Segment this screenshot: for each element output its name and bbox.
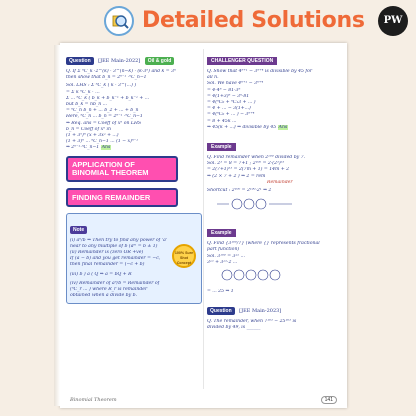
note-line: (iv) Remainder of aⁿ/b = Remainder of <box>70 280 160 286</box>
q-line: then show that b_n = 2ⁿ⁻¹ ·ⁿC_n−1 <box>66 75 147 81</box>
ex1-line: = 2(7+1)³³ = 2(7m + 1) = 14m + 2 <box>207 167 290 173</box>
sol-final: ⇒ 2ⁿ⁻¹·ⁿC_n−1 <box>66 145 100 151</box>
sure-shot-badge: 100% Sure Shot Concept <box>172 244 196 268</box>
answer-highlight: Ans <box>101 145 111 151</box>
question-badge: Oil & gold <box>145 57 175 65</box>
question-tag: Question <box>207 307 235 315</box>
note-line: (i) aⁿ/b ⇒ Then try to find any power of 'a' <box>70 237 168 243</box>
question-body <box>66 69 202 81</box>
cq-sol-line: Sol. We have 4ⁿ⁺¹ − 3ⁿ⁺⁴ <box>207 81 264 87</box>
section-title-application: APPLICATION OF BINOMIAL THEOREM <box>66 156 178 182</box>
pw-logo: PW <box>378 6 408 36</box>
ex2-line: = ... 25 ⇒ 1 <box>207 289 234 295</box>
book-page <box>60 43 347 408</box>
ex1-line: ⇒ (2 × 7 + 2 ) ⇒ 2 = rem <box>207 173 266 179</box>
section-title-remainder: FINDING REMAINDER <box>66 188 178 207</box>
sol-line: but b_k = nb_n ... <box>66 102 107 108</box>
note-tag: Note <box>70 226 87 234</box>
challenger-question-tag: CHALLENGER QUESTION <box>207 57 277 65</box>
shortcut-line: Shortcut : 2¹⁰⁰ = 2¹⁰⁰·2¹ ⇒ 2 <box>207 188 272 194</box>
question-source: [JEE Main-2022] <box>98 58 141 64</box>
cq-sol-line: = 4(1+3)ⁿ − 3ⁿ·81 <box>207 93 250 99</box>
ex2-line: Sol. 3¹⁰⁰ = 3²⁵ ... <box>207 253 245 259</box>
note-line: then final remainder = (−c + b) <box>70 262 145 268</box>
shortcut-sketch <box>207 194 337 214</box>
challenger-solution <box>207 81 341 131</box>
sol-line: (1 + 3)ⁿ ... ⁿC_n−1 ... (1 − x)ⁿ⁻¹ <box>66 139 139 145</box>
sol-line: Σ ... ⁿC_k ( b_k + b_k⁻¹ + b_k⁻² + … <box>66 95 150 101</box>
q-line: Q. If Σ ⁿC_k ·2^(k) · 3^(n−k) · (k·3ⁿ) and k = 3ⁿ <box>66 69 176 74</box>
sol-line: ⇒ Req. ans = Coeff of xⁿ on LHS <box>66 120 142 126</box>
sketch-circle <box>246 270 256 280</box>
sketch-circle <box>256 199 266 209</box>
sketch-circle <box>244 199 254 209</box>
cq-sol-line: = 4(ⁿC₀ + ... ) − 3ⁿ⁺⁴ <box>207 112 255 118</box>
sketch-circle <box>232 199 242 209</box>
example-2 <box>207 221 341 295</box>
q2-line: divided by 49, is ______ <box>207 325 261 331</box>
note-line: obtained when a divide by b. <box>70 293 138 299</box>
right-column <box>207 49 341 332</box>
note-line: (ii) Remainder is (zero OR +ve) <box>70 250 144 256</box>
sol-line: Sol. LHS : Σ ⁿC_k ( k · 3^(…) ) <box>66 83 137 89</box>
page-title: Detailed Solutions <box>142 8 365 33</box>
cq-sol-line <box>207 125 341 131</box>
sketch-circle <box>270 270 280 280</box>
question-2 <box>207 299 341 331</box>
sketch-circle <box>234 270 244 280</box>
ex2-line: part function) <box>207 247 240 253</box>
cq-line: Q. Show that 4ⁿ⁺¹ − 3ⁿ⁺⁴ is divisible by 45 for <box>207 69 313 74</box>
sketch-circle <box>222 270 232 280</box>
column-divider <box>203 49 204 389</box>
q2-line: Q. The remainder, when 7¹⁰³ − 25¹⁰³ is <box>207 319 297 325</box>
sol-line: (1 + 3ˣ)ⁿ (x + 3x² + ...) <box>66 133 119 139</box>
cq-sol-line: = 4 + ... − 3(1+...) <box>207 106 251 112</box>
header <box>0 0 416 42</box>
sol-line: = Σ k ⁿC_k · … <box>66 89 100 95</box>
sketch-circle <box>258 270 268 280</box>
answer-highlight: Ans <box>278 124 288 130</box>
ex2-line: 3²⁵ + 3²⁵·2 ... <box>207 259 238 265</box>
cq-sol-line: = 4(ⁿC₀ + ⁿC₁3 + ... ) <box>207 100 256 106</box>
cq-sol-line: = 8 + 45k ... <box>207 118 237 124</box>
question-tag: Question <box>66 57 94 65</box>
cq-sol-line: = 4·4ⁿ − 81·3ⁿ <box>207 87 241 93</box>
example-tag: Example <box>207 143 236 151</box>
ex1-line: Sol. 2³ = 8 = 7+1 ; 2¹⁰⁰ = 2·(2³)³³ <box>207 161 285 167</box>
note-line: (ⁿC_r ... ) where R_r is remainder <box>70 287 148 293</box>
note-line: (iii) b ) a ( Q ⇒ a = bQ + R <box>70 271 132 277</box>
chapter-footer: Binomial Theorem <box>70 397 117 403</box>
magnifier-book-icon <box>104 6 134 36</box>
sol-line <box>66 145 202 151</box>
ex1-remainder-label: Remainder <box>267 179 293 185</box>
question-source: [JEE Main-2023] <box>239 308 282 315</box>
cq-final: ⇒ 45(k + ...) ⇒ divisible by 45 <box>207 124 277 130</box>
example-1 <box>207 135 341 219</box>
solution-body <box>66 83 202 151</box>
sol-line: b_n = Coeff of xⁿ in <box>66 126 111 132</box>
sol-line: Here, ⁿC_n ... b_n = 2ⁿ⁻¹ ·ⁿC_n−1 <box>66 114 143 120</box>
cq-line: all n. <box>207 75 219 81</box>
note-line: near to any multiple of b (aᵐ = b ± 1) <box>70 243 158 249</box>
question-header <box>66 49 202 67</box>
example-tag: Example <box>207 229 236 237</box>
challenger-question <box>207 69 341 81</box>
ex1-line: Q. Find remainder when 2¹⁰⁰ divided by 7. <box>207 155 306 161</box>
ex2-line: Q. Find {3¹⁰⁰/7} (where {} represents fractional <box>207 241 320 247</box>
note-line: If (a − b) and you get remainder = −c, <box>70 256 161 262</box>
ex2-sketch <box>207 266 337 284</box>
page-number: 141 <box>321 396 337 404</box>
sol-line: = ⁿC_n b_n + ... b_2 + ... + b_n <box>66 108 139 114</box>
